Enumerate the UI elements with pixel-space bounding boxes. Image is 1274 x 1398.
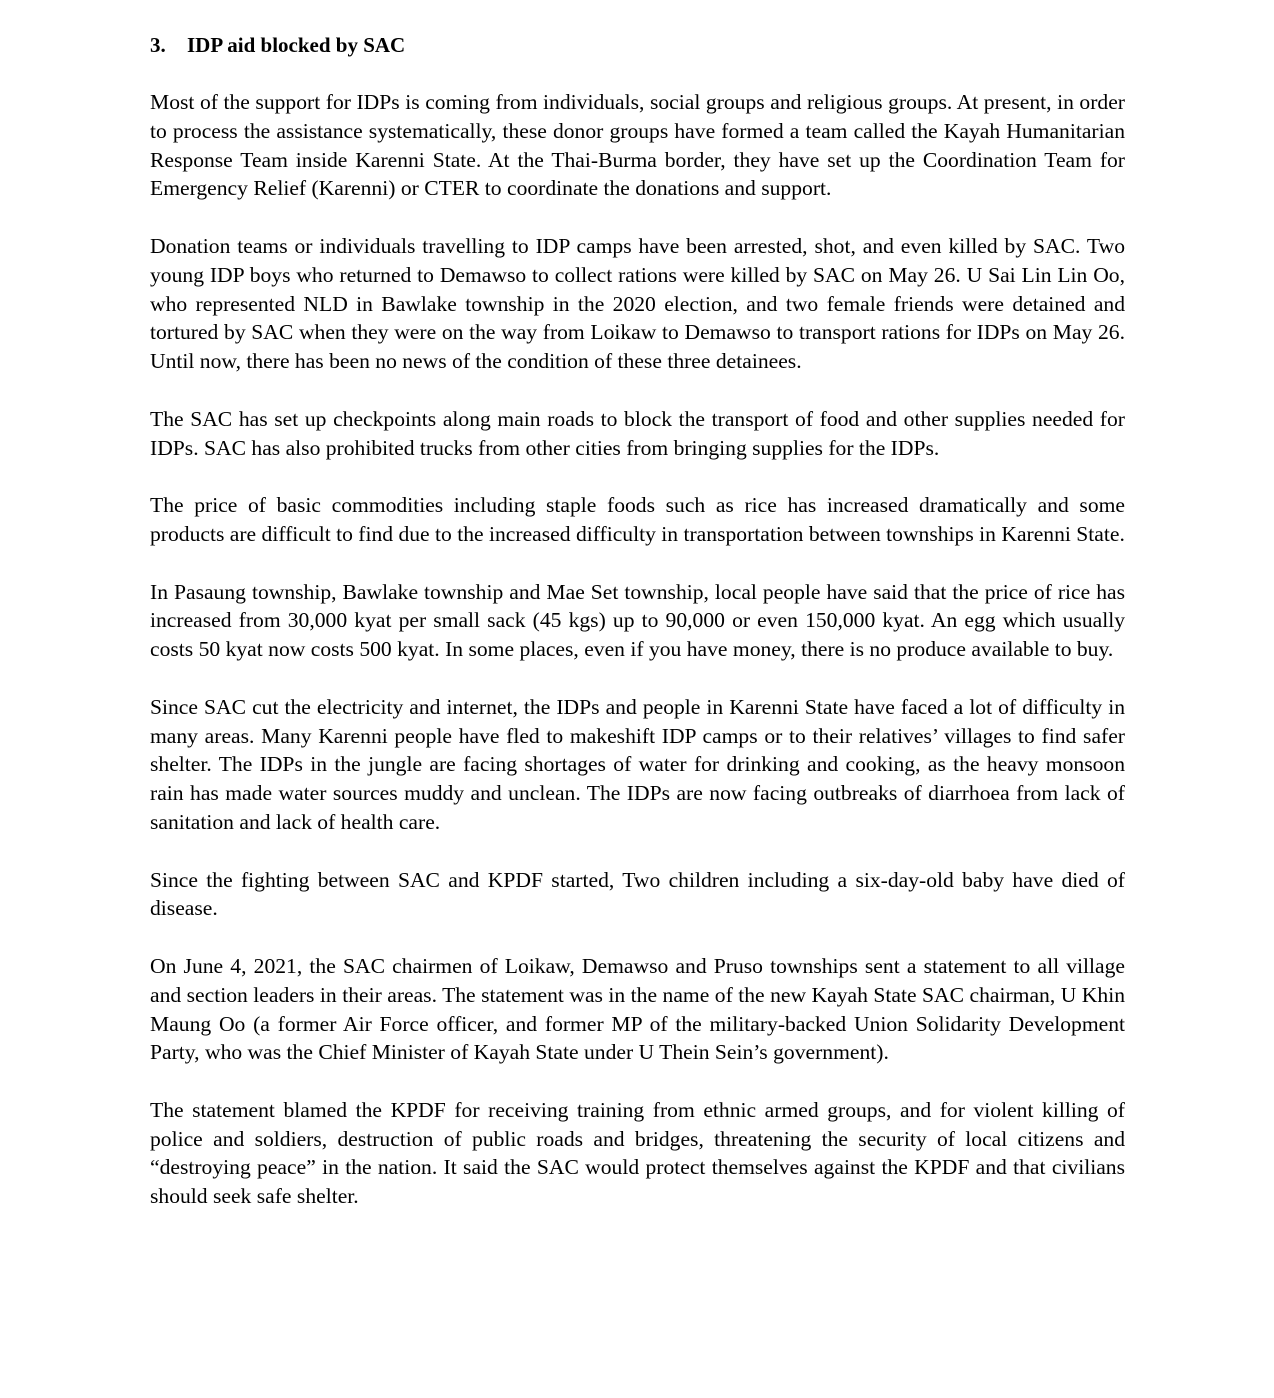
paragraph-checkpoints: The SAC has set up checkpoints along main roads to block the transport of food and other supplies needed for IDPs. SAC has also prohibited trucks from other cities from bringing supplies for the IDPs.: [150, 406, 1125, 460]
paragraph-idp-support: Most of the support for IDPs is coming from individuals, social groups and religious groups. At present, in order to process the assistance systematically, these donor groups have formed a team called the Kayah Humanitarian Response Team inside Karenni State. At the Thai-Burma border, they have set up the Coordination Team for Emergency Relief (Karenni) or CTER to coordinate the donations and support.: [150, 90, 1125, 201]
section-number: 3.: [150, 33, 166, 57]
paragraph-commodity-prices: The price of basic commodities including staple foods such as rice has increased dramatically and some products are difficult to find due to the increased difficulty in transportation between townships in Karenni State.: [150, 493, 1125, 546]
paragraph-kpdf-blame: The statement blamed the KPDF for receiving training from ethnic armed groups, and for violent killing of police and soldiers, destruction of public roads and bridges, threatening the security of local citizens and “destroying peace” in the nation. It said the SAC would protect themselves against the KPDF and that civilians should seek safe shelter.: [150, 1097, 1125, 1209]
document-page: [150, 0, 1125, 1211]
section-heading: [150, 0, 1125, 59]
paragraph-electricity-internet: Since SAC cut the electricity and internet, the IDPs and people in Karenni State have faced a lot of difficulty in many areas. Many Karenni people have fled to makeshift IDP camps or to their relatives’ villages to find safer shelter. The IDPs in the jungle are facing shortages of water for drinking and cooking, as the heavy monsoon rain has made water sources muddy and unclean. The IDPs are now facing outbreaks of diarrhoea from lack of sanitation and lack of health care.: [150, 694, 1125, 834]
paragraph-rice-prices: In Pasaung township, Bawlake township and Mae Set township, local people have said that the price of rice has increased from 30,000 kyat per small sack (45 kgs) up to 90,000 or even 150,000 kyat. An egg which usually costs 50 kyat now costs 500 kyat. In some places, even if you have money, there is no produce available to buy.: [150, 579, 1125, 662]
section-title: IDP aid blocked by SAC: [187, 33, 406, 57]
paragraph-sac-statement: On June 4, 2021, the SAC chairmen of Loikaw, Demawso and Pruso townships sent a statement to all village and section leaders in their areas. The statement was in the name of the new Kayah State SAC chairman, U Khin Maung Oo (a former Air Force officer, and former MP of the military-backed Union Solidarity Development Party, who was the Chief Minister of Kayah State under U Thein Sein’s government).: [150, 953, 1125, 1065]
paragraph-donation-teams-arrested: Donation teams or individuals travelling to IDP camps have been arrested, shot, and even killed by SAC. Two young IDP boys who returned to Demawso to collect rations were killed by SAC on May 26. U Sai Lin Lin Oo, who represented NLD in Bawlake township in the 2020 election, and two female friends were detained and tortured by SAC when they were on the way from Loikaw to Demawso to transport rations for IDPs on May 26. Until now, there has been no news of the condition of these three detainees.: [150, 233, 1125, 374]
paragraph-children-deaths: Since the fighting between SAC and KPDF started, Two children including a six-day-old baby have died of disease.: [150, 867, 1125, 921]
